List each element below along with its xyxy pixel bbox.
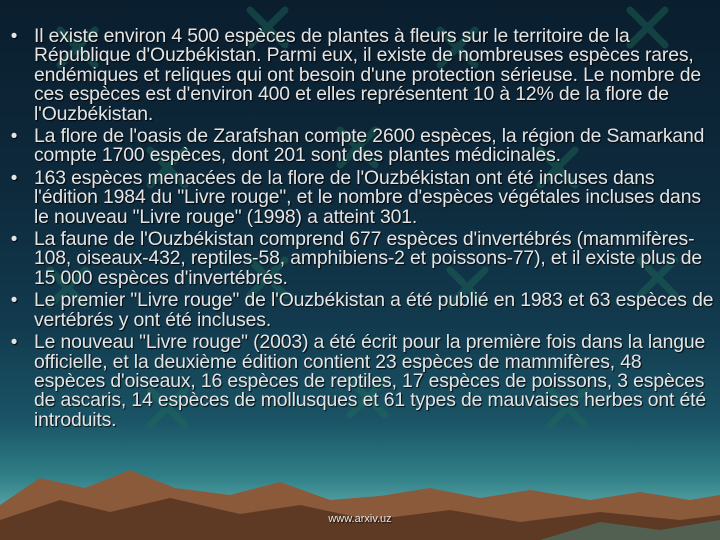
list-item [6, 291, 714, 330]
bullet-marker: • [10, 229, 18, 251]
footer-url: www.arxiv.uz [328, 513, 392, 525]
bullet-marker: • [10, 26, 18, 47]
bullet-text: 163 espèces menacées de la flore de l'Ouzbékistan ont été incluses dans l'édition 1984 du "Livre rouge", et le nombre d'espèces végétales incluses dans le nouveau "Livre rouge" (1998) a atteint 301. [34, 166, 701, 228]
bullet-text: La flore de l'oasis de Zarafshan compte 2600 espèces, la région de Samarkand compte 1700 espèces, dont 201 sont des plantes médicinales. [34, 125, 705, 167]
bullet-marker: • [10, 332, 18, 354]
list-item [6, 127, 714, 166]
bullet-text: Le premier "Livre rouge" de l'Ouzbékistan a été publié en 1983 et 63 espèces de vertébrés y ont été incluses. [34, 289, 714, 331]
bullet-marker: • [10, 167, 18, 189]
bullet-text: Il existe environ 4 500 espèces de plantes à fleurs sur le territoire de la République d'Ouzbékistan. Parmi eux, il existe de nombreuses espèces rares, endémiques et reliques qui ont besoin d'une protection sérieuse. Le nombre de ces espèces est d'environ 400 et elles représentent 10 à 12% de la flore de l'Ouzbékistan. [34, 25, 701, 125]
list-item [6, 230, 714, 288]
bullet-list [6, 27, 714, 433]
list-item [6, 27, 714, 124]
list-item [6, 166, 714, 228]
bullet-text: La faune de l'Ouzbékistan comprend 677 espèces d'invertébrés (mammifères-108, oiseaux-432, reptiles-58, amphibiens-2 et poissons-77), et il existe plus de 15 000 espèces d'invertébrés. [34, 228, 702, 289]
mountains [0, 470, 720, 540]
list-item [6, 333, 714, 430]
bullet-text: Le nouveau "Livre rouge" (2003) a été écrit pour la première fois dans la langue officielle, et la deuxième édition contient 23 espèces de mammifères, 48 espèces d'oiseaux, 16 espèces de reptiles, 17 espèces de poissons, 3 espèces de ascaris, 14 espèces de mollusques et 61 types de mauvaises herbes ont été introduits. [34, 331, 706, 431]
bullet-marker: • [10, 290, 18, 312]
bullet-marker: • [10, 126, 18, 148]
